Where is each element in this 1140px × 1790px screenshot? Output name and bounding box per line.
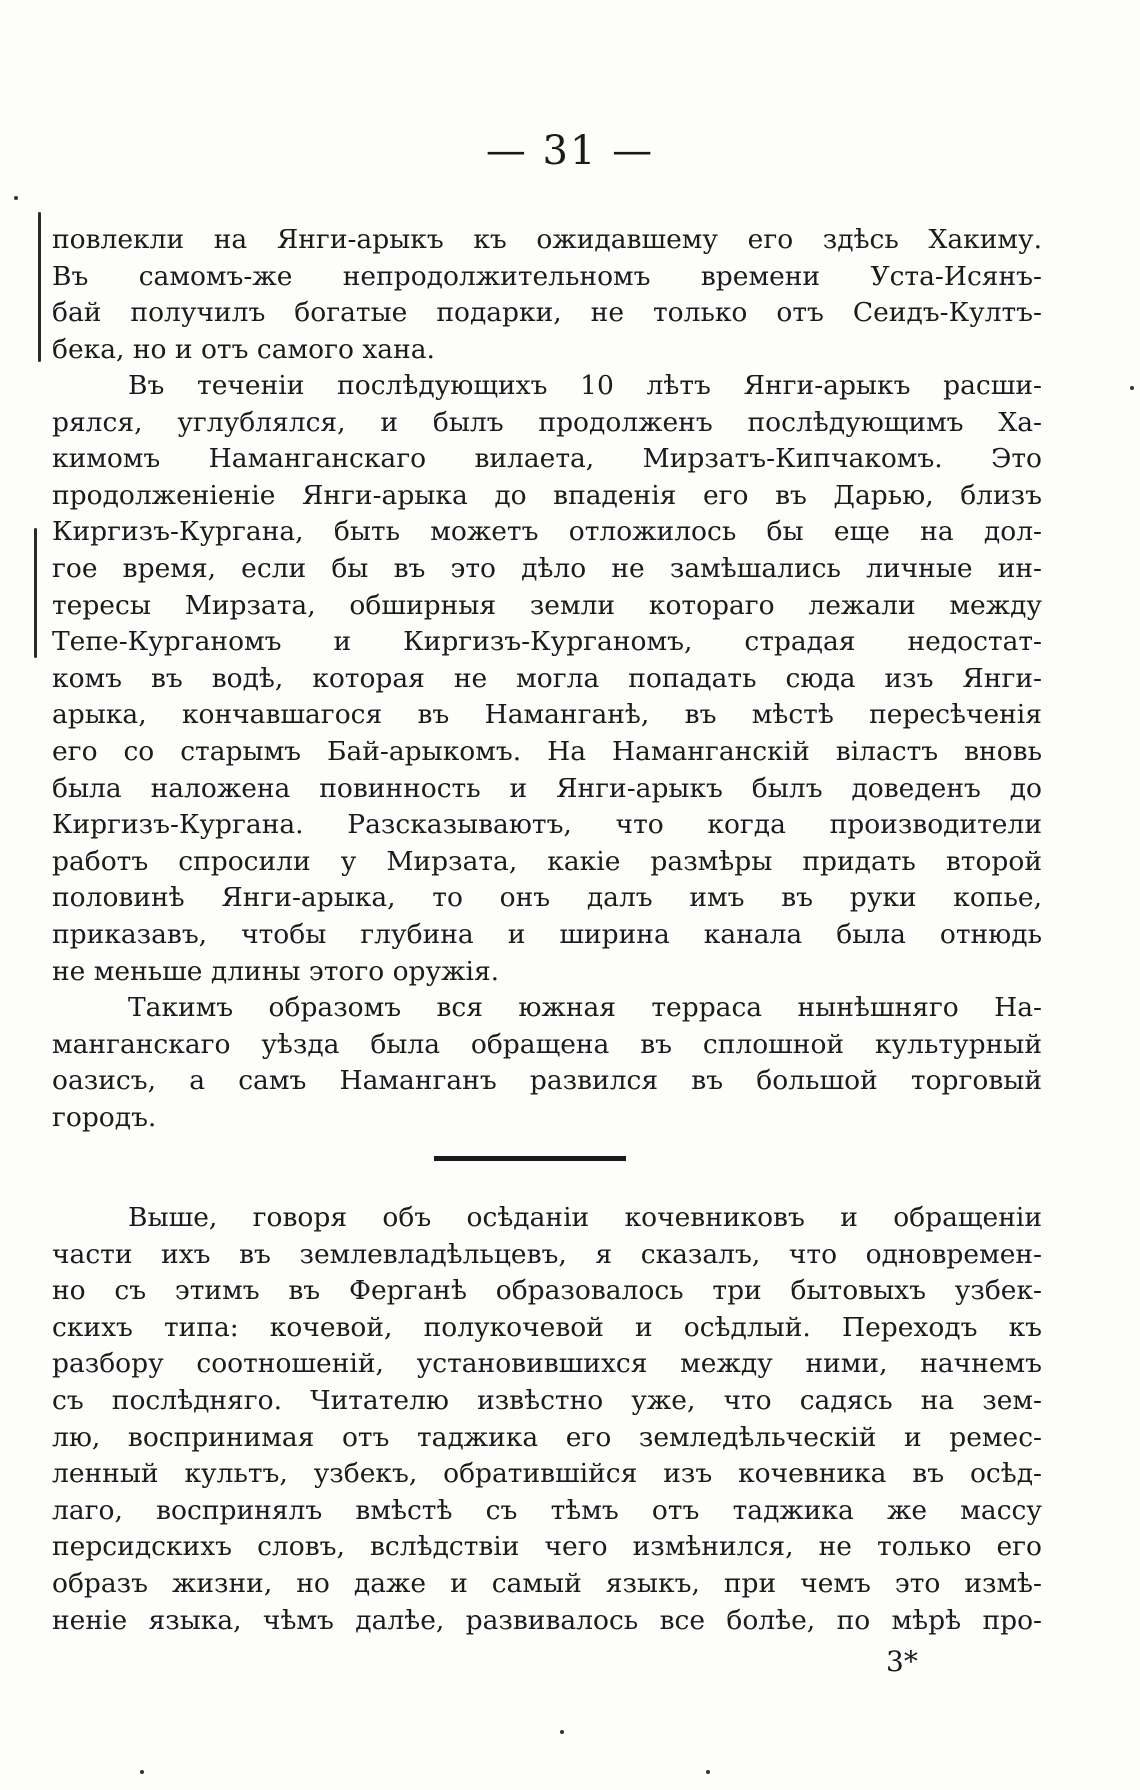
text-line: гое время, если бы въ это дѣло не замѣшались личные ин-: [52, 552, 1042, 584]
text-line: комъ въ водѣ, которая не могла попадать сюда изъ Янги-: [52, 662, 1042, 694]
text-line: лю, воспринимая отъ таджика его земледѣльческій и ремес-: [52, 1421, 1042, 1453]
section-divider: [434, 1156, 626, 1161]
text-line: скихъ типа: кочевой, полукочевой и осѣдлый. Переходъ къ: [52, 1311, 1042, 1343]
text-line: его со старымъ Бай-арыкомъ. На Наманганскій вiластъ вновь: [52, 735, 1042, 767]
text-line: но съ этимъ въ Ферганѣ образовалось три бытовыхъ узбек-: [52, 1275, 1042, 1307]
scan-speck: [706, 1770, 710, 1774]
text-line: Въ теченіи послѣдующихъ 10 лѣтъ Янги-арыкъ расши-: [128, 370, 1042, 401]
text-line: повлекли на Янги-арыкъ къ ожидавшему его здѣсь Хакиму.: [52, 224, 1042, 255]
text-line: Въ самомъ-же непродолжительномъ времени Уста-Исянъ-: [52, 260, 1042, 292]
margin-bracket-mark: [38, 212, 41, 362]
text-line: не меньше длины этого оружія.: [52, 955, 500, 987]
text-line: образъ жизни, но даже и самый языкъ, при чемъ это измѣ-: [52, 1567, 1042, 1599]
scan-speck: [560, 1730, 564, 1734]
text-line: арыка, кончавшагося въ Наманганѣ, въ мѣстѣ пересѣченія: [52, 699, 1042, 731]
paragraph-yangi-aryk: [52, 368, 1042, 990]
scan-speck: [14, 196, 18, 200]
text-line: Выше, говоря объ осѣданіи кочевниковъ и обращеніи: [128, 1202, 1042, 1233]
scan-speck: [1130, 386, 1134, 390]
paragraph-namangan-oasis: [52, 990, 1042, 1136]
text-line: была наложена повинность и Янги-арыкъ былъ доведенъ до: [52, 772, 1042, 804]
text-line: персидскихъ словъ, вслѣдствіи чего измѣнился, не только его: [52, 1531, 1042, 1563]
paragraph-uzbek-types: [52, 1200, 1042, 1639]
page-number: — 31 —: [485, 128, 655, 174]
text-line: продолженіеніе Янги-арыка до впаденія его въ Дарью, близъ: [52, 479, 1042, 511]
text-line: Такимъ образомъ вся южная терраса нынѣшняго На-: [128, 992, 1042, 1023]
text-line: городъ.: [52, 1101, 157, 1133]
signature-mark: 3*: [886, 1645, 918, 1678]
scan-speck: [140, 1770, 144, 1774]
text-line: манганскаго уѣзда была обращена въ сплошной культурный: [52, 1028, 1042, 1060]
margin-bracket-mark: [34, 528, 37, 658]
text-line: неніе языка, чѣмъ далѣе, развивалось все болѣе, по мѣрѣ про-: [52, 1604, 1042, 1636]
text-line: разбору соотношеній, установившихся между ними, начнемъ: [52, 1348, 1042, 1380]
text-line: ленный культъ, узбекъ, обратившійся изъ кочевника въ осѣд-: [52, 1458, 1042, 1490]
text-line: рялся, углублялся, и былъ продолженъ послѣдующимъ Ха-: [52, 406, 1042, 438]
text-line: Тепе-Курганомъ и Киргизъ-Курганомъ, страдая недостат-: [52, 626, 1042, 658]
text-line: Киргизъ-Кургана. Разсказываютъ, что когда производители: [52, 809, 1042, 841]
text-line: тересы Мирзата, обширныя земли котораго лежали между: [52, 589, 1042, 621]
text-line: съ послѣдняго. Читателю извѣстно уже, что садясь на зем-: [52, 1384, 1042, 1416]
text-line: оазисъ, а самъ Наманганъ развился въ большой торговый: [52, 1065, 1042, 1097]
text-line: половинѣ Янги-арыка, то онъ далъ имъ въ руки копье,: [52, 882, 1042, 914]
text-line: кимомъ Наманганскаго вилаета, Мирзатъ-Кипчакомъ. Это: [52, 443, 1042, 475]
text-line: бека, но и отъ самого хана.: [52, 333, 435, 365]
text-line: бай получилъ богатые подарки, не только отъ Сеидъ-Култъ-: [52, 297, 1042, 329]
paragraph-continuation: [52, 222, 1042, 368]
text-line: части ихъ въ землевладѣльцевъ, я сказалъ, что одновремен-: [52, 1238, 1042, 1270]
text-line: работъ спросили у Мирзата, какіе размѣры придать второй: [52, 845, 1042, 877]
text-line: Киргизъ-Кургана, быть можетъ отложилось бы еще на дол-: [52, 516, 1042, 548]
text-line: приказавъ, чтобы глубина и ширина канала была отнюдь: [52, 918, 1042, 950]
text-line: лаго, воспринялъ вмѣстѣ съ тѣмъ отъ таджика же массу: [52, 1494, 1042, 1526]
